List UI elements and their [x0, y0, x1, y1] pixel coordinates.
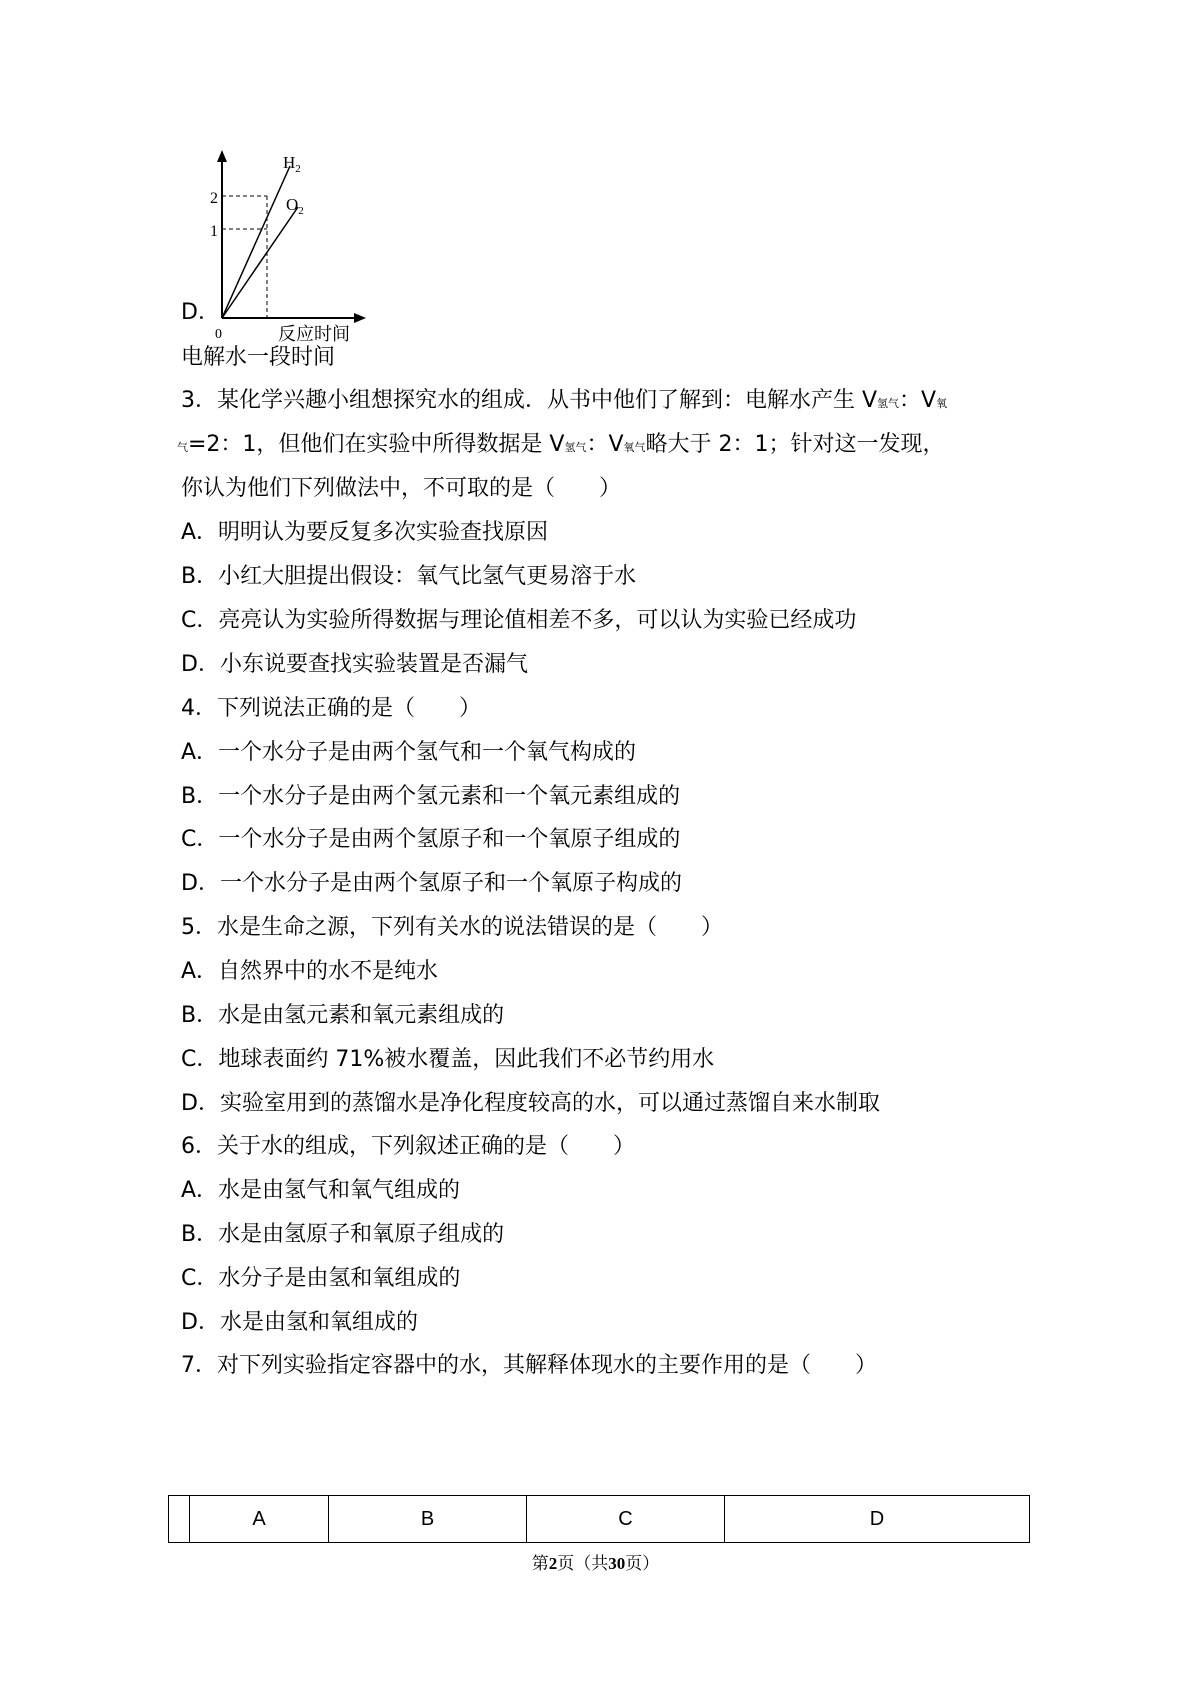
q4-option-d: D．一个水分子是由两个氢原子和一个氧原子构成的 [181, 871, 682, 896]
q4-stem: 4．下列说法正确的是（ ） [181, 696, 481, 721]
q4-option-a: A．一个水分子是由两个氢气和一个氧气构成的 [181, 740, 637, 765]
footer-total-pages: 30 [608, 1554, 626, 1573]
o2-line [222, 207, 298, 318]
x-axis-arrow [354, 313, 366, 323]
q3-sub-hydrogen: 氢气 [877, 397, 900, 410]
q4-option-b: B．一个水分子是由两个氢元素和一个氧元素组成的 [181, 784, 681, 809]
table-blank-cell [169, 1496, 190, 1543]
q3-ratio-colon-2: ：V [586, 432, 624, 457]
q7-stem: 7．对下列实验指定容器中的水，其解释体现水的主要作用的是（ ） [181, 1353, 877, 1378]
q6-option-d: D．水是由氢和氧组成的 [181, 1310, 418, 1335]
q3-option-b: B．小红大胆提出假设：氧气比氢气更易溶于水 [181, 564, 637, 589]
footer-page-number: 2 [548, 1554, 558, 1573]
origin-label: 0 [215, 327, 222, 342]
q4-option-c: C．一个水分子是由两个氢原子和一个氧原子组成的 [181, 827, 681, 852]
h2-line [222, 166, 290, 318]
q3-stem-line-1 [181, 386, 947, 419]
table-row [169, 1496, 1030, 1543]
q3-option-c: C．亮亮认为实验所得数据与理论值相差不多，可以认为实验已经成功 [181, 608, 857, 633]
table-header-d: D [725, 1496, 1030, 1543]
option-d-label: D． [181, 300, 220, 325]
q3-sub-hydrogen-2: 氢气 [564, 441, 587, 454]
electrolysis-graph [210, 148, 400, 348]
q6-option-c: C．水分子是由氢和氧组成的 [181, 1266, 461, 1291]
q3-sub-oxygen-a: 氧 [936, 397, 948, 410]
h2-label: $H_2$ [283, 153, 301, 175]
q3-stem-text-2: =2：1，但他们在实验中所得数据是 V [188, 432, 565, 457]
ytick-2: 2 [210, 190, 218, 207]
table-header-c: C [527, 1496, 725, 1543]
q5-option-b: B．水是由氢元素和氧元素组成的 [181, 1003, 505, 1028]
x-axis-label: 反应时间 [278, 324, 350, 345]
y-axis-arrow [217, 150, 227, 162]
q5-option-d: D．实验室用到的蒸馏水是净化程度较高的水，可以通过蒸馏自来水制取 [181, 1091, 880, 1116]
q3-sub-oxygen-2: 氧气 [623, 441, 646, 454]
ytick-1: 1 [210, 223, 218, 240]
q3-ratio-colon-1: ：V [899, 388, 937, 413]
q5-option-c: C．地球表面约 71%被水覆盖，因此我们不必节约用水 [181, 1047, 715, 1072]
footer-middle: 页（共 [557, 1554, 609, 1574]
q3-stem-text-1: 3．某化学兴趣小组想探究水的组成．从书中他们了解到：电解水产生 V [181, 388, 878, 413]
q7-answer-table [168, 1495, 1030, 1543]
table-header-a: A [190, 1496, 329, 1543]
q5-option-a: A．自然界中的水不是纯水 [181, 959, 439, 984]
table-header-b: B [329, 1496, 527, 1543]
page-footer [0, 1549, 1191, 1574]
q3-option-a: A．明明认为要反复多次实验查找原因 [181, 520, 549, 545]
o2-label: $O_2$ [286, 195, 304, 217]
q6-option-b: B．水是由氢原子和氧原子组成的 [181, 1222, 505, 1247]
footer-suffix: 页） [625, 1554, 660, 1574]
q3-sub-oxygen-b: 气 [177, 441, 188, 454]
q6-option-a: A．水是由氢气和氧气组成的 [181, 1178, 461, 1203]
q3-stem-line-2 [177, 430, 945, 463]
graph-caption: 电解水一段时间 [181, 345, 336, 370]
q6-stem: 6．关于水的组成，下列叙述正确的是（ ） [181, 1134, 635, 1159]
q3-stem-line-3: 你认为他们下列做法中，不可取的是（ ） [181, 476, 622, 501]
q3-stem-text-3: 略大于 2：1；针对这一发现， [645, 432, 945, 457]
q3-option-d: D．小东说要查找实验装置是否漏气 [181, 652, 528, 677]
q5-stem: 5．水是生命之源，下列有关水的说法错误的是（ ） [181, 915, 723, 940]
footer-prefix: 第 [531, 1554, 549, 1574]
